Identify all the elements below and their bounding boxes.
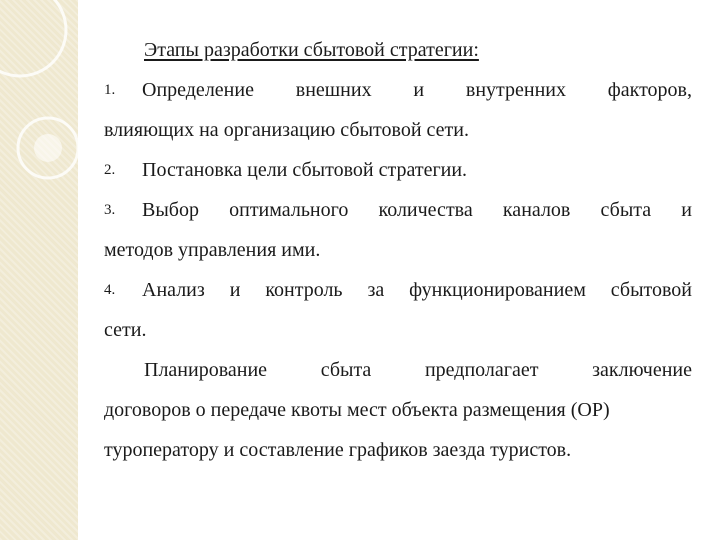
slide-content <box>104 30 692 470</box>
decorative-circles-ornament <box>0 0 90 200</box>
list-item-continuation: влияющих на организацию сбытовой сети. <box>104 119 469 141</box>
list-item-text: Определение внешних и внутренних факторов, <box>142 79 692 101</box>
list-item-continuation: методов управления ими. <box>104 239 321 261</box>
paragraph-line: туроператору и составление графиков заезда туристов. <box>104 439 572 461</box>
list-item-continuation: сети. <box>104 319 147 341</box>
paragraph-line: договоров о передаче квоты мест объекта размещения (ОР) <box>104 399 610 421</box>
list-item-3 <box>104 190 692 230</box>
list-item-text: Выбор оптимального количества каналов сбыта и <box>142 199 692 221</box>
list-item-4 <box>104 270 692 310</box>
list-number: 1. <box>104 82 116 98</box>
list-number: 3. <box>104 202 116 218</box>
list-item-2 <box>104 150 692 190</box>
list-item-1 <box>104 70 692 110</box>
slide-title: Этапы разработки сбытовой стратегии: <box>144 39 479 61</box>
list-item-text: Анализ и контроль за функционированием сбытовой <box>142 279 692 301</box>
list-number: 4. <box>104 282 116 298</box>
list-item-text: Постановка цели сбытовой стратегии. <box>142 159 468 181</box>
list-number: 2. <box>104 162 116 178</box>
paragraph-line: Планирование сбыта предполагает заключение <box>144 359 692 381</box>
